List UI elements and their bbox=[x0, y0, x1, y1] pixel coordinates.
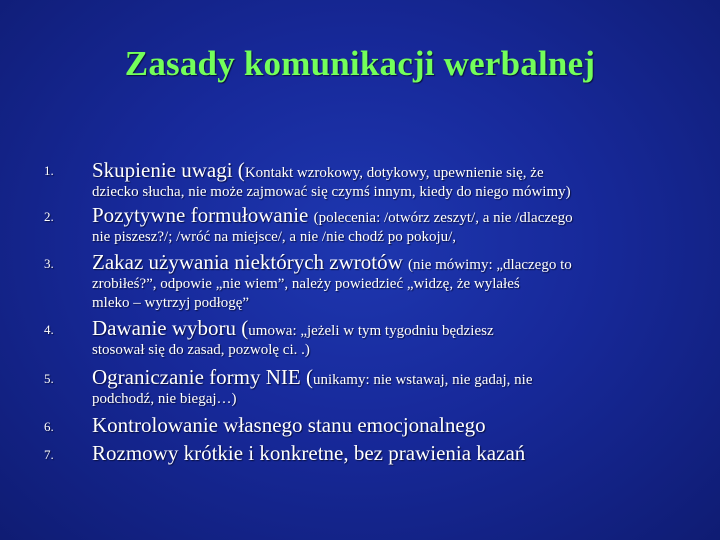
list-item-text bbox=[92, 315, 692, 360]
list-item-detail: umowa: „jeżeli w tym tygodniu będziesz bbox=[248, 323, 494, 339]
list-item-text bbox=[92, 364, 692, 409]
list-item-number: 7. bbox=[44, 447, 54, 462]
list-item-continuation: mleko – wytrzyj podłogę” bbox=[92, 295, 250, 311]
list-item-continuation: stosował się do zasad, pozwolę ci. .) bbox=[92, 342, 310, 358]
list-item-lead: Pozytywne formułowanie bbox=[92, 203, 314, 227]
list-item-continuation: podchodź, nie biegaj…) bbox=[92, 391, 237, 407]
list-item-lead: Zakaz używania niektórych zwrotów bbox=[92, 250, 409, 274]
list-item-text bbox=[92, 157, 692, 202]
list-item-text bbox=[92, 440, 692, 469]
list-item-continuation: dziecko słucha, nie może zajmować się czymś innym, kiedy do niego mówimy) bbox=[92, 184, 571, 200]
list-item-continuation: nie piszesz?/; /wróć na miejsce/, a nie /nie chodź po pokoju/, bbox=[92, 229, 457, 245]
list-item-number: 5. bbox=[44, 371, 54, 386]
slide-title: Zasady komunikacji werbalnej bbox=[124, 44, 596, 83]
list-item-text bbox=[92, 202, 692, 247]
list-item-detail: (polecenia: /otwórz zeszyt/, a nie /dlaczego bbox=[313, 210, 573, 226]
list-item-detail: (nie mówimy: „dlaczego to bbox=[408, 257, 572, 273]
list-item-lead: Ograniczanie formy NIE ( bbox=[92, 365, 313, 389]
list-item-text bbox=[92, 249, 692, 313]
list-item-detail: unikamy: nie wstawaj, nie gadaj, nie bbox=[312, 372, 533, 388]
list-item-number: 3. bbox=[44, 256, 54, 271]
list-item-number: 1. bbox=[44, 163, 54, 178]
list-item-lead: Skupienie uwagi ( bbox=[92, 158, 245, 182]
list-item-lead: Dawanie wyboru ( bbox=[92, 316, 249, 340]
list-item-lead: Rozmowy krótkie i konkretne, bez prawienia kazań bbox=[92, 441, 526, 465]
list-item-detail: Kontakt wzrokowy, dotykowy, upewnienie się, że bbox=[244, 165, 544, 181]
list-item-lead: Kontrolowanie własnego stanu emocjonalnego bbox=[92, 413, 486, 437]
list-item-number: 6. bbox=[44, 419, 54, 434]
list-item-number: 4. bbox=[44, 322, 54, 337]
list-item-continuation: zrobiłeś?”, odpowie „nie wiem”, należy powiedzieć „widzę, że wylałeś bbox=[92, 276, 520, 292]
list-item-text bbox=[92, 412, 692, 441]
list-item-number: 2. bbox=[44, 209, 54, 224]
